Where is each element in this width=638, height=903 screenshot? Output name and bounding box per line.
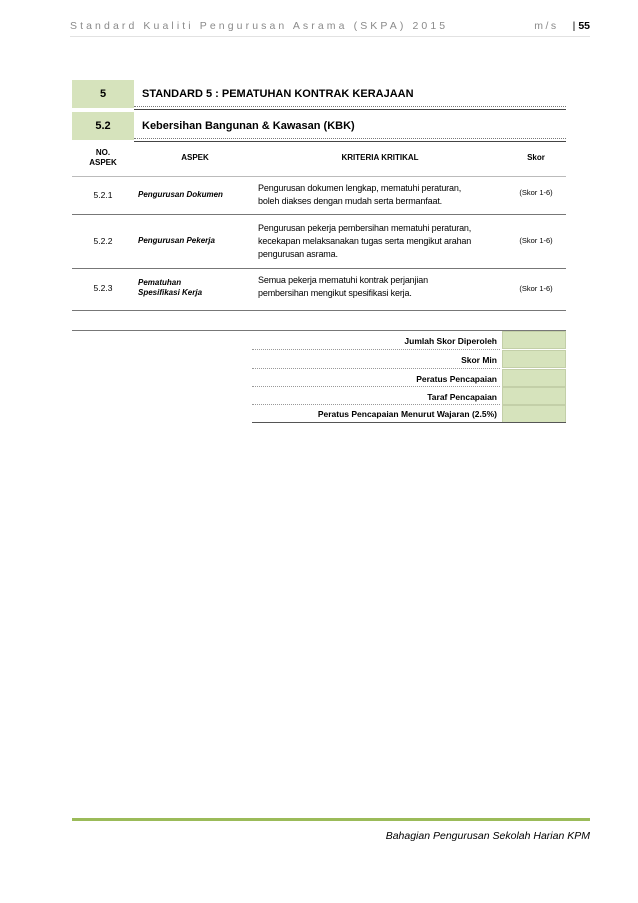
row-skor: (Skor 1-6) [519,187,553,197]
summary-wajaran-field[interactable] [502,405,566,423]
row-aspek [138,216,256,266]
row-divider [72,310,566,311]
divider [134,138,566,139]
ms-label: m/s [534,20,559,32]
row-divider [72,268,566,269]
row-aspek [138,270,256,306]
row-kriteria-line3: pengurusan asrama. [258,248,338,259]
divider [134,109,566,110]
row-kriteria-line1: Pengurusan pekerja pembersihan mematuhi peraturan, [258,222,472,233]
row-aspek-line2: Spesifikasi Kerja [138,288,203,297]
summary-jumlah-label: Jumlah Skor Diperoleh [404,335,497,346]
row-number: 5.2.3 [93,283,113,293]
row-skor: (Skor 1-6) [519,283,553,293]
header-separator: | [572,20,576,32]
standard-number: 5 [72,80,134,108]
divider [72,176,566,177]
summary-skor-min-label: Skor Min [461,354,497,365]
column-header-no-line1: NO. [95,148,111,157]
row-number: 5.2.2 [93,236,113,246]
sub-standard-title: Kebersihan Bangunan & Kawasan (KBK) [142,120,355,132]
column-header-aspek: ASPEK [181,153,209,162]
column-header-skor: Skor [527,153,545,162]
row-kriteria-line1: Semua pekerja mematuhi kontrak perjanjian [258,275,428,285]
row-divider [72,214,566,215]
row-aspek-line1: Pematuhan [138,278,182,287]
row-aspek-line1: Pengurusan Pekerja [138,236,215,245]
summary-bottom-rule [252,422,566,423]
row-kriteria-line2: boleh diakses dengan mudah serta bermanfaat. [258,196,443,206]
row-aspek [138,178,256,212]
row-skor: (Skor 1-6) [519,235,553,245]
page-number: 55 [578,20,590,32]
summary-wajaran-label: Peratus Pencapaian Menurut Wajaran (2.5%) [317,408,497,419]
row-kriteria-line1: Pengurusan dokumen lengkap, mematuhi peraturan, [258,183,462,193]
row-number: 5.2.1 [93,190,113,200]
summary-skor-min-field[interactable] [502,350,566,368]
row-kriteria-line2: pembersihan mengikut spesifikasi kerja. [258,288,412,298]
divider [134,106,566,107]
divider [134,141,566,142]
page-number-block [534,20,590,32]
page-header [70,20,590,37]
sub-standard-row [72,112,566,140]
row-kriteria-line2: kecekapan melaksanakan tugas serta mengikut arahan [258,235,472,246]
sub-standard-number: 5.2 [72,112,134,140]
footer-text: Bahagian Pengurusan Sekolah Harian KPM [385,830,590,842]
column-header-kriteria: KRITERIA KRITIKAL [341,153,419,162]
row-aspek-line1: Pengurusan Dokumen [138,190,223,199]
row-kriteria [258,216,504,266]
row-kriteria [258,270,504,304]
document-title: Standard Kualiti Pengurusan Asrama (SKPA) 2015 [70,20,449,32]
summary-jumlah-field[interactable] [502,331,566,349]
standard-title: STANDARD 5 : PEMATUHAN KONTRAK KERAJAAN [142,88,414,100]
summary-peratus-field[interactable] [502,369,566,387]
summary-peratus-label: Peratus Pencapaian [416,373,497,384]
standard-row [72,80,566,108]
column-header-no-aspek [72,144,134,172]
footer-rule [72,818,590,821]
summary-taraf-label: Taraf Pencapaian [427,391,497,402]
row-kriteria [258,178,504,212]
column-header-no-line2: ASPEK [89,158,117,167]
summary-taraf-field[interactable] [502,387,566,405]
